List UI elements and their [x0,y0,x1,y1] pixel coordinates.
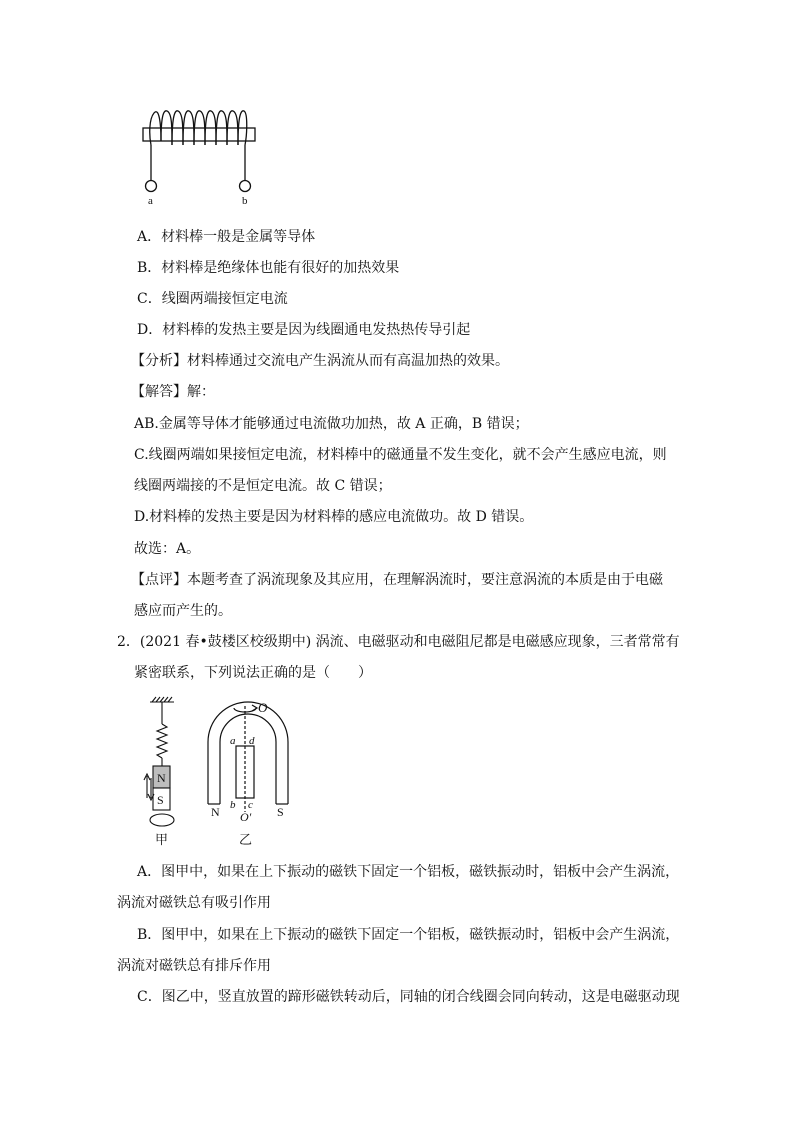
terminal-a [146,181,157,192]
q1-option-c: C．线圈两端接恒定电流 [137,291,288,307]
label-b: b [242,195,248,207]
coil-b-label: b [230,799,236,811]
q2-option-b-line-1: B．图甲中，如果在上下振动的磁铁下固定一个铝板，磁铁振动时，铝板中会产生涡流， [137,927,680,943]
axis-bottom-label: O′ [240,810,252,824]
q2-option-c-line-1: C．图乙中，竖直放置的蹄形磁铁转动后，同轴的闭合线圈会同向转动，这是电磁驱动现 [137,989,680,1005]
q1-option-d: D．材料棒的发热主要是因为线圈通电发热热传导引起 [137,322,471,338]
q1-answer-line-4: D.材料棒的发热主要是因为材料棒的感应电流做功。故 D 错误。 [134,509,534,525]
label-jia: 甲 [155,832,169,847]
q1-option-b: B．材料棒是绝缘体也能有很好的加热效果 [137,260,400,276]
q1-answer-line-1: AB.金属等导体才能够通过电流做功加热，故 A 正确，B 错误； [134,416,529,432]
q2-option-b-line-2: 涡流对磁铁总有排斥作用 [117,958,271,974]
magnet-n-label: N [157,771,166,785]
q1-comment-line-2: 感应而产生的。 [134,603,232,619]
coil-a-label: a [230,735,236,747]
label-a: a [148,195,153,207]
q1-comment-line-1: 【点评】本题考查了涡流现象及其应用，在理解涡流时，要注意涡流的本质是由于电磁 [131,572,663,588]
q2-stem-line-1: 2．(2021 春•鼓楼区校级期中) 涡流、电磁驱动和电磁阻尼都是电磁感应现象，三者常常有 [117,634,680,650]
label-yi: 乙 [239,832,253,847]
axis-top-label: O [258,700,268,715]
q2-option-a-line-2: 涡流对磁铁总有吸引作用 [117,895,271,911]
coil-c-label: c [248,799,253,811]
pole-n-label: N [211,805,220,819]
pole-s-label: S [277,805,284,819]
q2-option-a-line-1: A．图甲中，如果在上下振动的磁铁下固定一个铝板，磁铁振动时，铝板中会产生涡流， [137,864,680,880]
magnet-s-label: S [157,793,164,807]
q1-answer-line-2: C.线圈两端如果接恒定电流，材料棒中的磁通量不发生变化，就不会产生感应电流，则 [134,447,667,463]
terminal-b [240,181,251,192]
q1-answer-heading: 【解答】解： [131,384,215,400]
coil-d-label: d [249,735,255,747]
q1-option-a: A．材料棒一般是金属等导体 [137,229,316,245]
q1-choice: 故选：A。 [134,541,201,557]
q2-stem-line-2: 紧密联系，下列说法正确的是（ ） [134,665,372,681]
q2-figure [138,694,288,849]
q1-answer-line-3: 线圈两端接的不是恒定电流。故 C 错误； [134,478,392,494]
figure-yi [208,702,288,812]
q1-analysis: 【分析】材料棒通过交流电产生涡流从而有高温加热的效果。 [131,353,509,369]
coil-rod-figure [135,105,265,210]
